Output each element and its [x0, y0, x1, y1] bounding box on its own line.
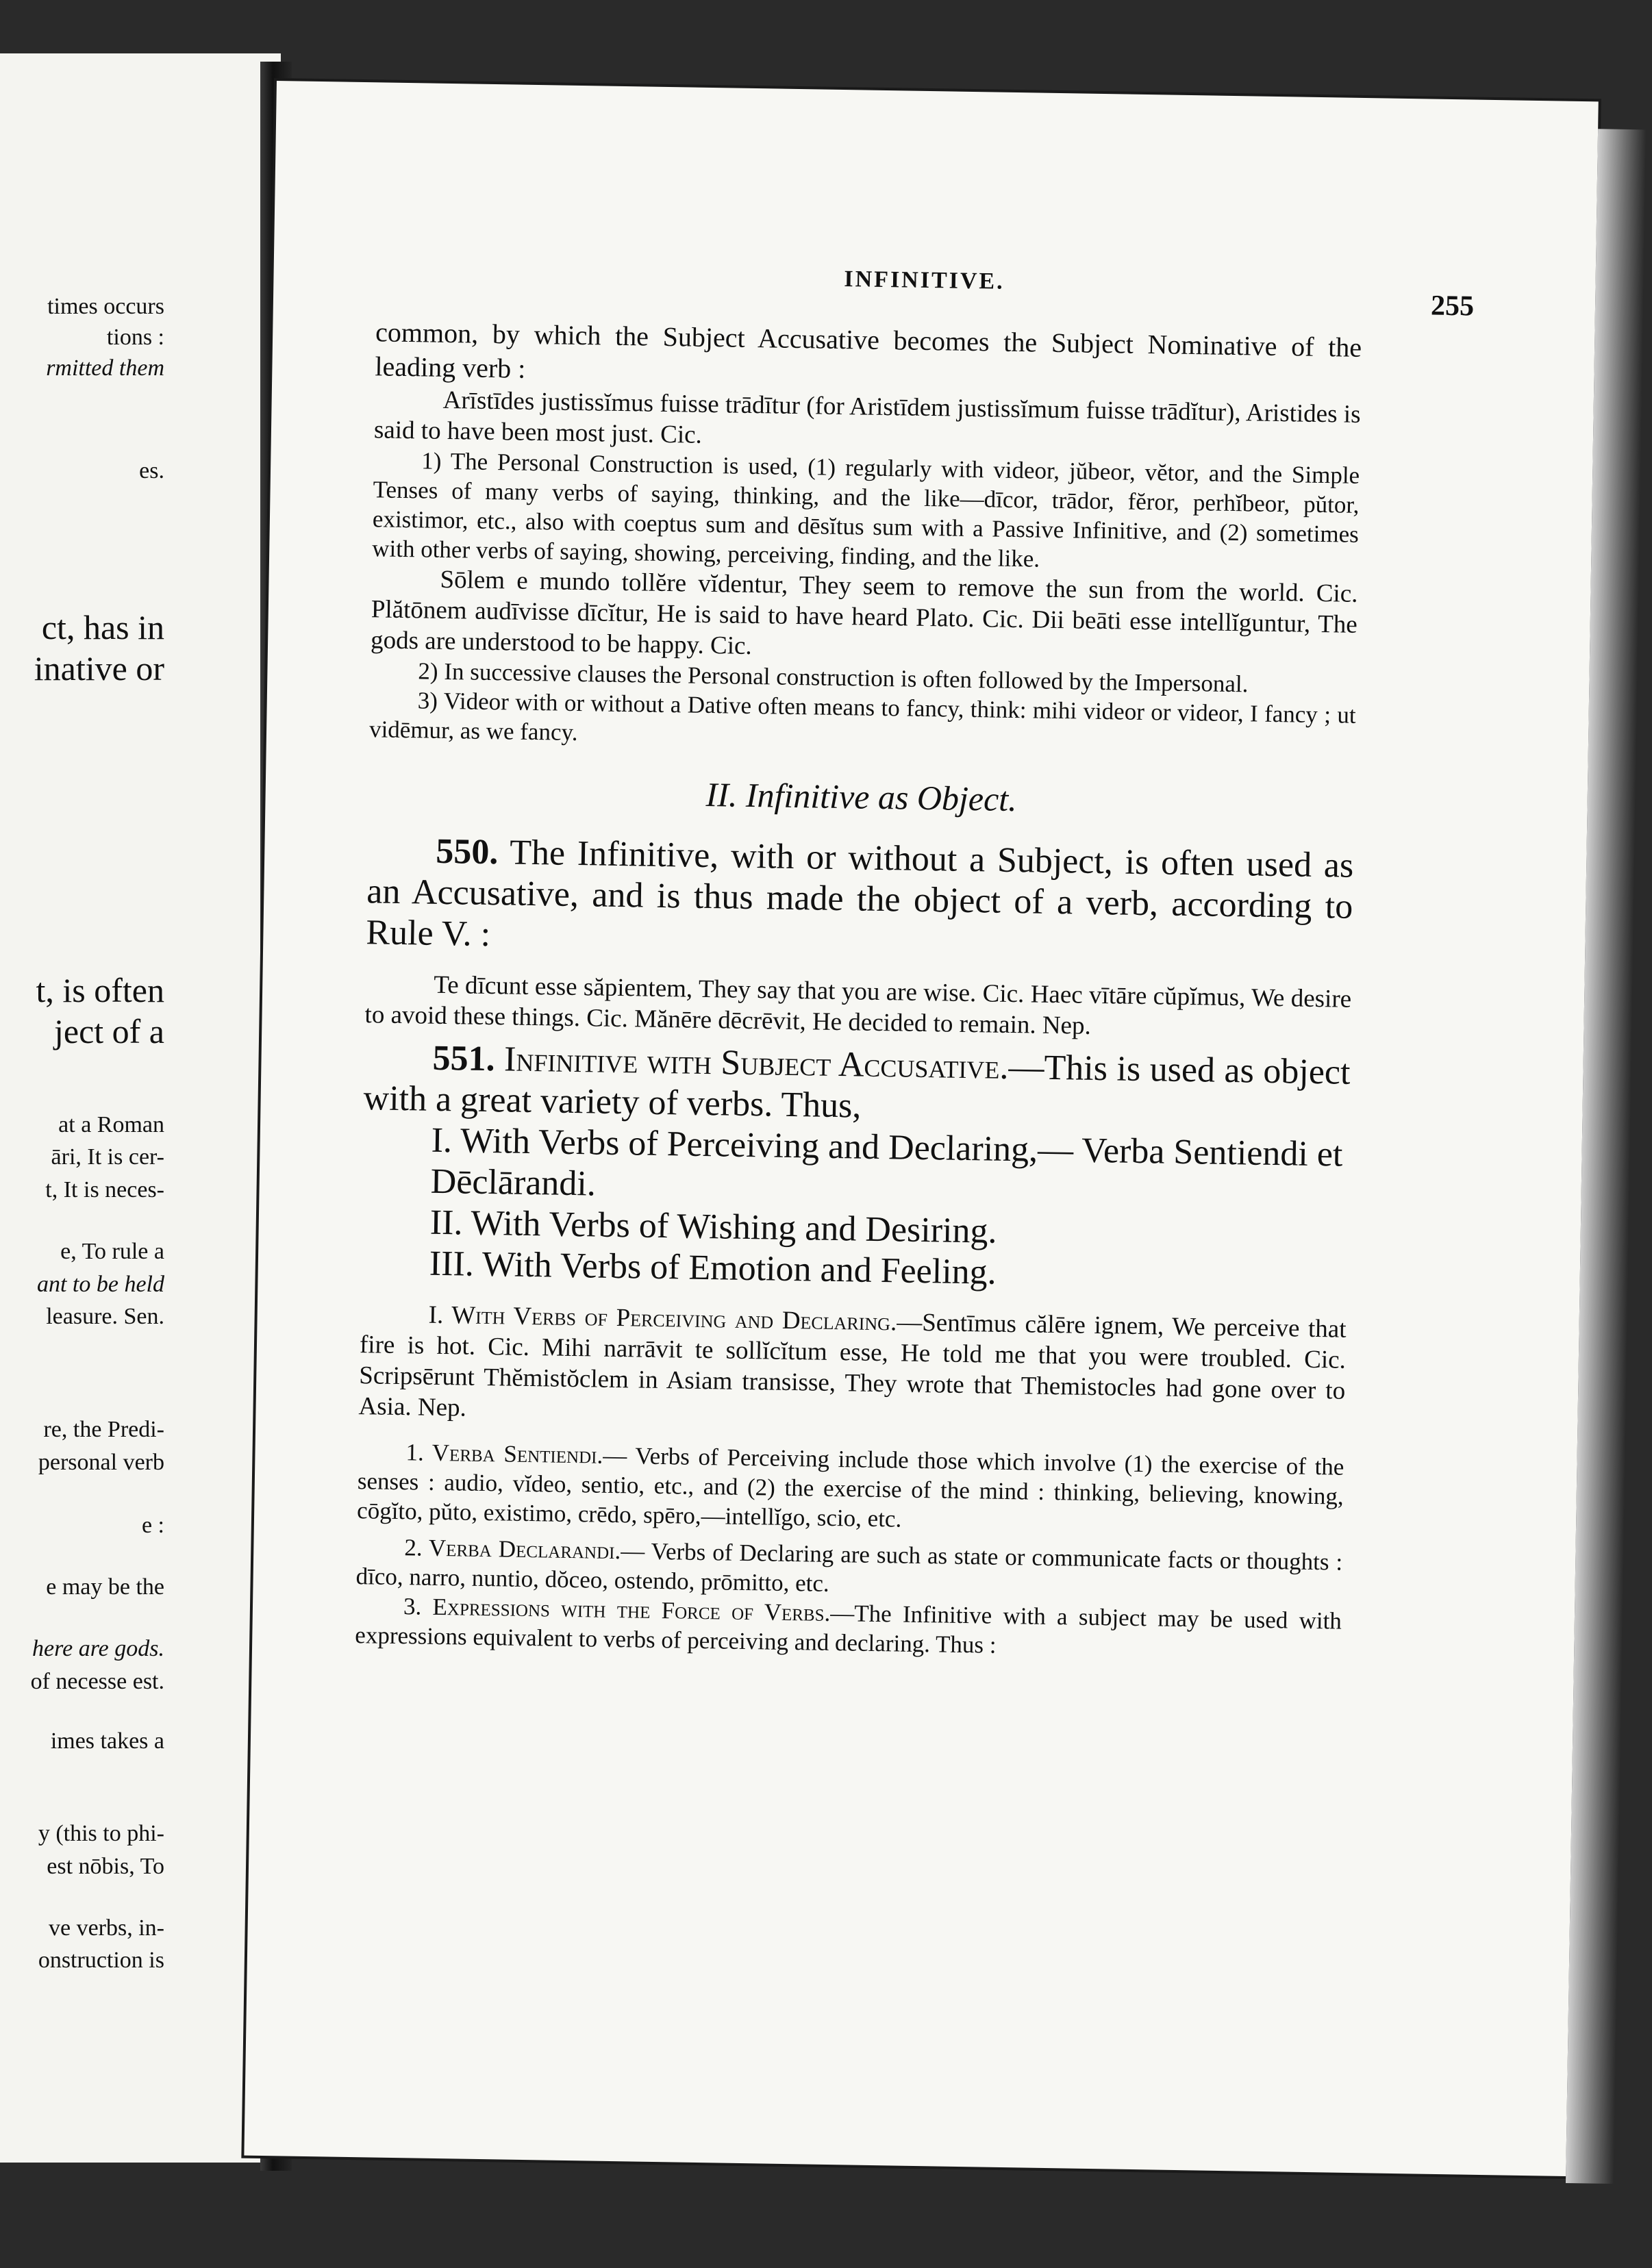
note-3-title: 3. Expressions with the Force of Verbs. — [403, 1593, 831, 1626]
section-551 — [363, 1037, 1351, 1135]
left-line: ve verbs, in- — [48, 1915, 164, 1941]
running-head: INFINITIVE. — [844, 266, 1005, 294]
perceiving-declaring-paragraph — [358, 1298, 1347, 1437]
list-item: II. With Verbs of Wishing and Desiring. — [429, 1202, 997, 1251]
left-line: y (this to phi- — [38, 1821, 164, 1846]
section-551-title: Infinitive with Subject Accusative. — [503, 1040, 1009, 1087]
left-line: personal verb — [38, 1450, 164, 1475]
page-edge — [1566, 129, 1646, 2184]
page-body — [355, 315, 1362, 1665]
left-line: rmitted them — [46, 355, 164, 381]
section-550 — [366, 830, 1354, 969]
left-line: inative or — [34, 649, 164, 688]
right-page — [244, 81, 1598, 2176]
example-aristides: Arīstīdes justissĭmus fuisse trādītur (for Aristīdem justissĭmum fuisse trādĭtur), Aristides is said to have been most just. Cic. — [373, 386, 1361, 449]
note-3-text: —The Infinitive with a subject may be used with expressions equivalent to verbs of perceiving and declaring. Thus : — [355, 1599, 1342, 1659]
example-550: Te dīcunt esse săpientem, They say that you are wise. Cic. Haec vītāre cŭpĭmus, We desire to avoid these things. Cic. Mănēre dēcrēvit, He decided to remain. Nep. — [364, 970, 1352, 1040]
section-heading: II. Infinitive as Object. — [705, 774, 1018, 819]
left-line: t, is often — [36, 971, 164, 1009]
intro-paragraph: common, by which the Subject Accusative becomes the Subject Nominative of the leading verb : — [375, 316, 1362, 384]
list-item: I. With Verbs of Perceiving and Declaring,— Verba Sentiendi et Dēclārandi. — [430, 1120, 1343, 1204]
note-personal-construction: 1) The Personal Construction is used, (1) regularly with videor, jŭbeor, vĕtor, and the Simple Tenses of many verbs of saying, thinking, and the like—dīcor, trādor, fĕror, perhĭbeor, pŭtor, existimor, etc., also with coeptus sum and dēsĭtus sum with a Passive Infinitive, and (2) sometimes with other verbs of saying, showing, perceiving, finding, and the like. — [371, 447, 1360, 572]
note-1-title: 1. Verba Sentiendi. — [405, 1439, 603, 1469]
note-videor: 3) Videor with or without a Dative often means to fancy, think: mihi videor or videor, I fancy ; ut vidēmur, as we fancy. — [368, 687, 1356, 746]
note-1-text: — Verbs of Perceiving include those which involve (1) the exercise of the senses : audio, vĭdeo, sentio, etc., and (2) the exercise of the mind : thinking, believing, knowing, cōgĭto, pŭto, existimo, crēdo, spēro,—intellĭgo, scio, etc. — [356, 1441, 1344, 1533]
example-solem: Sōlem e mundo tollĕre vĭdentur, They seem to remove the sun from the world. Cic. Plătōnem audīvisse dīcĭtur, He is said to have heard Plato. Cic. Dii beāti esse intellĭguntur, The gods are understood to be happy. Cic. — [370, 565, 1358, 660]
left-line: at a Roman — [58, 1112, 164, 1137]
left-line: āri, It is cer- — [51, 1144, 164, 1170]
left-line: imes takes a — [50, 1728, 164, 1754]
note-verba-sentiendi — [357, 1437, 1344, 1541]
list-item: III. With Verbs of Emotion and Feeling. — [429, 1244, 997, 1292]
note-2-title: 2. Verba Declarandi. — [404, 1534, 621, 1565]
left-line: ject of a — [53, 1012, 164, 1050]
left-line: est nōbis, To — [47, 1854, 164, 1879]
note-successive-clauses: 2) In successive clauses the Personal construction is often followed by the Impersonal. — [418, 657, 1249, 698]
page-number: 255 — [1430, 290, 1475, 323]
left-line: t, It is neces- — [45, 1177, 164, 1202]
left-line: es. — [139, 458, 164, 483]
section-number-550: 550. — [435, 831, 499, 872]
perceiving-declaring-text: —Sentīmus călēre ignem, We perceive that fire is hot. Cic. Mihi narrāvit te sollĭcĭtum esse, He told me that you were troubled. Cic. Scripsērunt Thĕmistŏclem in Asiam transisse, They wrote that Themistocles had gone over to Asia. Nep. — [358, 1308, 1347, 1422]
left-line: e : — [141, 1513, 164, 1538]
left-line: ct, has in — [41, 608, 164, 646]
left-line: e, To rule a — [60, 1239, 164, 1264]
left-line: leasure. Sen. — [46, 1304, 164, 1329]
left-page-fragment — [0, 53, 281, 2163]
left-line: times occurs — [47, 294, 164, 319]
section-number-551: 551. — [432, 1038, 496, 1079]
perceiving-declaring-title: I. With Verbs of Perceiving and Declaring. — [428, 1300, 897, 1337]
left-line: ant to be held — [36, 1272, 164, 1297]
section-550-text: The Infinitive, with or without a Subject, is often used as an Accusative, and is thus made the object of a verb, according to Rule V. : — [366, 833, 1354, 955]
note-2-text: — Verbs of Declaring are such as state or communicate facts or thoughts : dīco, narro, nuntio, dŏceo, ostendo, prōmitto, etc. — [355, 1537, 1343, 1597]
left-line: here are gods. — [32, 1636, 164, 1661]
left-line: onstruction is — [38, 1948, 164, 1973]
left-line: of necesse est. — [30, 1669, 164, 1694]
left-line: re, the Predi- — [43, 1417, 164, 1442]
section-551-text: —This is used as object with a great variety of verbs. Thus, — [363, 1047, 1351, 1126]
left-line: tions : — [106, 325, 164, 350]
left-line: e may be the — [46, 1574, 164, 1600]
